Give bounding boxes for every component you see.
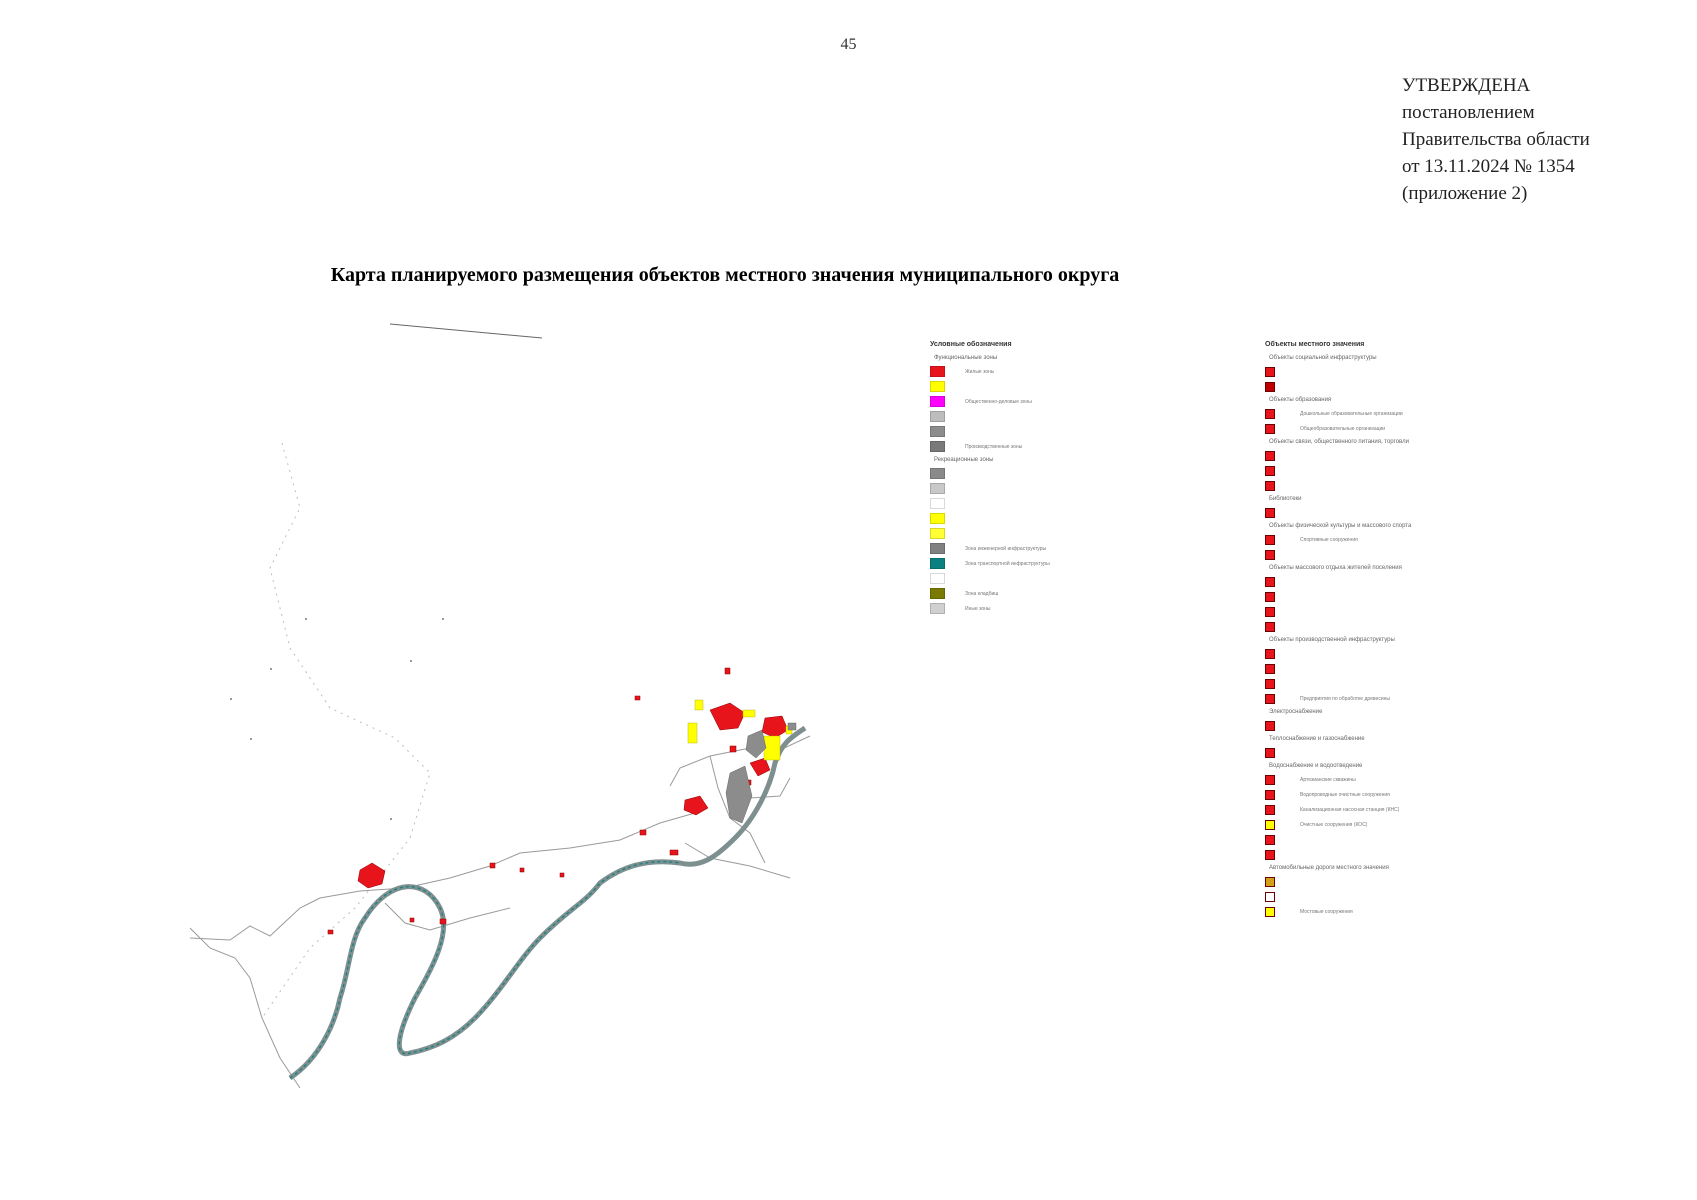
legend-swatch [1265, 535, 1275, 545]
legend-swatch [930, 498, 945, 509]
legend-section-heading: Объекты социальной инфраструктуры [1269, 355, 1377, 361]
legend-swatch [930, 558, 945, 569]
legend-section-heading: Водоснабжение и водоотведение [1269, 763, 1363, 769]
approval-line: УТВЕРЖДЕНА [1402, 75, 1531, 96]
legend-swatch [1265, 481, 1275, 491]
legend-swatch [1265, 877, 1275, 887]
legend-swatch [1265, 550, 1275, 560]
legend-label: Спортивные сооружения [1300, 536, 1358, 543]
legend-item [1265, 745, 1610, 760]
legend-label: Производственные зоны [965, 443, 1023, 450]
legend-label: Зона инженерной инфраструктуры [965, 545, 1047, 552]
legend-swatch [1265, 907, 1275, 917]
legend-swatch [930, 441, 945, 452]
legend-item [930, 556, 1260, 571]
legend-right-header: Объекты местного значения [1265, 341, 1365, 348]
map-area [190, 318, 890, 1098]
legend-swatch [1265, 775, 1275, 785]
legend-item [930, 424, 1260, 439]
approval-line: постановлением [1402, 102, 1535, 123]
legend-item [1265, 574, 1610, 589]
legend-section-heading: Электроснабжение [1269, 709, 1323, 715]
legend-label: Общеобразовательные организации [1300, 425, 1386, 432]
legend-swatch [1265, 508, 1275, 518]
legend-label: Зона кладбищ [965, 590, 999, 597]
legend-swatch [930, 483, 945, 494]
legend-section-heading: Объекты образования [1269, 397, 1332, 403]
legend-item [930, 379, 1260, 394]
legend-swatch [1265, 466, 1275, 476]
legend-item [930, 466, 1260, 481]
legend-item [1265, 406, 1610, 421]
legend-swatch [930, 366, 945, 377]
legend-swatch [930, 513, 945, 524]
legend-header: Условные обозначения [930, 341, 1012, 348]
legend-label: Мостовые сооружения [1300, 908, 1353, 915]
legend-item [1265, 364, 1610, 379]
legend-swatch [1265, 577, 1275, 587]
legend-label: Иные зоны [965, 605, 991, 612]
legend-item [930, 571, 1260, 586]
page-number: 45 [840, 36, 857, 53]
legend-swatch [1265, 382, 1275, 392]
legend-item [1265, 532, 1610, 547]
legend-item [1265, 787, 1610, 802]
legend-swatch [930, 396, 945, 407]
legend-section-heading: Рекреационные зоны [934, 457, 994, 463]
legend-left-column [930, 338, 1260, 616]
legend-item [930, 601, 1260, 616]
legend-item [1265, 478, 1610, 493]
legend-item [1265, 604, 1610, 619]
legend-label: Общественно-деловые зоны [965, 398, 1032, 405]
legend [930, 338, 1610, 1098]
legend-label: Артезианские скважины [1300, 776, 1356, 783]
legend-section-heading: Библиотеки [1269, 496, 1302, 502]
legend-swatch [930, 588, 945, 599]
legend-item [1265, 661, 1610, 676]
legend-item [1265, 772, 1610, 787]
legend-swatch [1265, 622, 1275, 632]
legend-label: Предприятия по обработке древесины [1300, 695, 1390, 702]
legend-swatch [930, 528, 945, 539]
territory-map [190, 318, 890, 1098]
legend-section-heading: Объекты связи, общественного питания, торговли [1269, 439, 1409, 445]
legend-swatch [930, 426, 945, 437]
district-boundary [262, 443, 430, 1018]
legend-item [930, 541, 1260, 556]
legend-swatch [1265, 607, 1275, 617]
legend-item [930, 511, 1260, 526]
legend-item [1265, 547, 1610, 562]
legend-section-heading: Объекты физической культуры и массового спорта [1269, 523, 1412, 529]
legend-section-heading: Объекты массового отдыха жителей поселения [1269, 565, 1402, 571]
legend-item [1265, 379, 1610, 394]
map-title: Карта планируемого размещения объектов местного значения муниципального округа [330, 264, 1120, 286]
legend-right-column [1265, 338, 1610, 919]
approval-line: от 13.11.2024 № 1354 [1402, 156, 1575, 177]
legend-section-heading: Автомобильные дороги местного значения [1269, 865, 1389, 871]
legend-swatch [930, 573, 945, 584]
legend-swatch [1265, 790, 1275, 800]
legend-item [1265, 889, 1610, 904]
legend-swatch [1265, 820, 1275, 830]
legend-swatch [930, 603, 945, 614]
legend-swatch [1265, 409, 1275, 419]
legend-item [930, 496, 1260, 511]
legend-section-heading: Функциональные зоны [934, 355, 998, 361]
legend-label: Зона транспортной инфраструктуры [965, 560, 1050, 567]
scattered-objects [230, 618, 444, 820]
legend-item [930, 586, 1260, 601]
legend-item [1265, 619, 1610, 634]
legend-swatch [1265, 664, 1275, 674]
legend-label: Жилые зоны [965, 368, 995, 375]
legend-swatch [1265, 694, 1275, 704]
legend-swatch [1265, 805, 1275, 815]
legend-item [1265, 463, 1610, 478]
legend-swatch [1265, 424, 1275, 434]
legend-swatch [1265, 679, 1275, 689]
legend-item [930, 409, 1260, 424]
legend-item [1265, 817, 1610, 832]
legend-item [1265, 847, 1610, 862]
legend-swatch [930, 381, 945, 392]
approval-line: (приложение 2) [1402, 183, 1528, 204]
approval-stamp [1402, 72, 1590, 207]
legend-swatch [1265, 835, 1275, 845]
legend-label: Канализационная насосная станция (КНС) [1300, 806, 1400, 813]
legend-label: Водопроводные очистные сооружения [1300, 791, 1390, 798]
settlements-residential [328, 668, 788, 934]
legend-item [1265, 676, 1610, 691]
road-network [190, 736, 810, 1088]
legend-swatch [930, 543, 945, 554]
legend-swatch [1265, 592, 1275, 602]
legend-swatch [1265, 748, 1275, 758]
approval-line: Правительства области [1402, 129, 1590, 150]
legend-section-heading: Объекты производственной инфраструктуры [1269, 637, 1395, 643]
legend-swatch [1265, 721, 1275, 731]
legend-swatch [1265, 451, 1275, 461]
legend-item [1265, 505, 1610, 520]
legend-swatch [930, 411, 945, 422]
legend-label: Очистные сооружения (КОС) [1300, 821, 1368, 828]
legend-item [930, 394, 1260, 409]
legend-swatch [1265, 367, 1275, 377]
river [290, 728, 805, 1078]
legend-item [930, 481, 1260, 496]
legend-item [1265, 718, 1610, 733]
legend-item [1265, 832, 1610, 847]
legend-item [930, 526, 1260, 541]
legend-item [1265, 421, 1610, 436]
legend-swatch [1265, 850, 1275, 860]
legend-section-heading: Теплоснабжение и газоснабжение [1269, 736, 1365, 742]
legend-swatch [1265, 649, 1275, 659]
legend-swatch [930, 468, 945, 479]
legend-item [1265, 589, 1610, 604]
legend-swatch [1265, 892, 1275, 902]
legend-item [1265, 874, 1610, 889]
legend-item [1265, 448, 1610, 463]
legend-item [1265, 802, 1610, 817]
legend-label: Дошкольные образовательные организации [1300, 410, 1403, 417]
legend-item [1265, 904, 1610, 919]
legend-item [930, 439, 1260, 454]
legend-item [1265, 691, 1610, 706]
north-boundary-line [390, 324, 542, 338]
legend-item [1265, 646, 1610, 661]
legend-item [930, 364, 1260, 379]
